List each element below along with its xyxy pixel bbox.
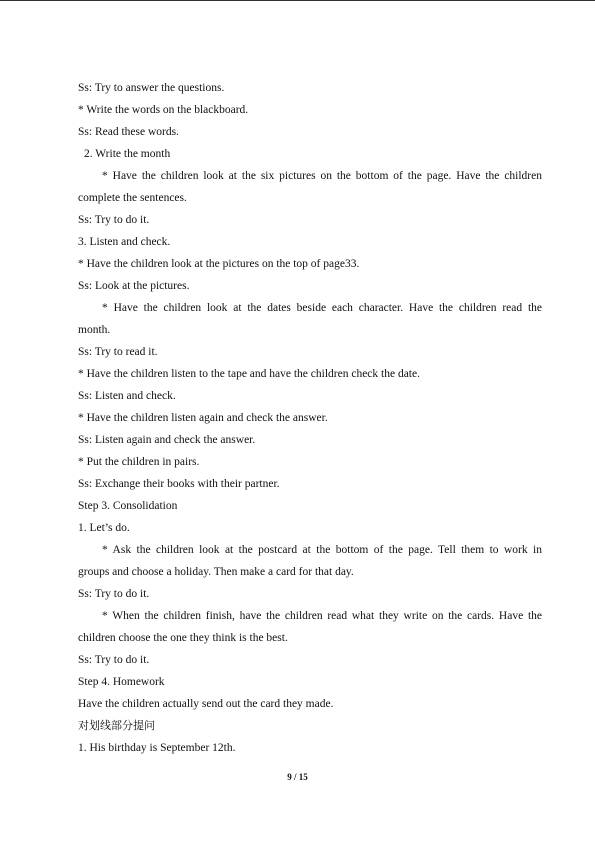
exercise-instruction: 对划线部分提问 [78, 719, 155, 732]
section-heading: Step 4. Homework [78, 676, 165, 688]
text-line: * Have the children look at the pictures on the top of page33. [78, 258, 360, 270]
section-heading: 2. Write the month [84, 148, 171, 160]
document-body [78, 77, 542, 759]
section-heading: Step 3. Consolidation [78, 500, 178, 512]
paragraph-line: * Ask the children look at the postcard at the bottom of the page. Tell them to work in [102, 544, 542, 556]
text-line: Ss: Read these words. [78, 126, 179, 138]
paragraph-line: * Have the children look at the dates beside each character. Have the children read the [102, 302, 542, 314]
text-line: Ss: Try to do it. [78, 214, 150, 226]
text-line: Ss: Try to answer the questions. [78, 82, 225, 94]
paragraph-line: * When the children finish, have the children read what they write on the cards. Have the [102, 610, 542, 622]
paragraph-line: complete the sentences. [78, 192, 187, 204]
paragraph-line: groups and choose a holiday. Then make a card for that day. [78, 566, 354, 578]
text-line: * Have the children listen to the tape and have the children check the date. [78, 368, 420, 380]
paragraph-line: children choose the one they think is the best. [78, 632, 288, 644]
text-line: * Write the words on the blackboard. [78, 104, 249, 116]
text-line: Have the children actually send out the card they made. [78, 698, 334, 710]
text-line: Ss: Try to read it. [78, 346, 158, 358]
section-heading: 3. Listen and check. [78, 236, 171, 248]
text-line: Ss: Try to do it. [78, 654, 150, 666]
text-line: Ss: Exchange their books with their partner. [78, 478, 280, 490]
text-line: * Have the children listen again and check the answer. [78, 412, 328, 424]
section-heading: 1. Let’s do. [78, 522, 130, 534]
paragraph-line: month. [78, 324, 111, 336]
text-line: Ss: Listen and check. [78, 390, 176, 402]
header-rule [0, 0, 595, 1]
paragraph [78, 605, 542, 649]
text-line: Ss: Look at the pictures. [78, 280, 190, 292]
paragraph [78, 297, 542, 341]
paragraph-line: * Have the children look at the six pictures on the bottom of the page. Have the children [102, 170, 542, 182]
exercise-item: 1. His birthday is September 12th. [78, 742, 236, 754]
paragraph [78, 539, 542, 583]
text-line: * Put the children in pairs. [78, 456, 200, 468]
page-number: 9 / 15 [287, 772, 308, 782]
text-line: Ss: Listen again and check the answer. [78, 434, 256, 446]
paragraph [78, 165, 542, 209]
text-line: Ss: Try to do it. [78, 588, 150, 600]
